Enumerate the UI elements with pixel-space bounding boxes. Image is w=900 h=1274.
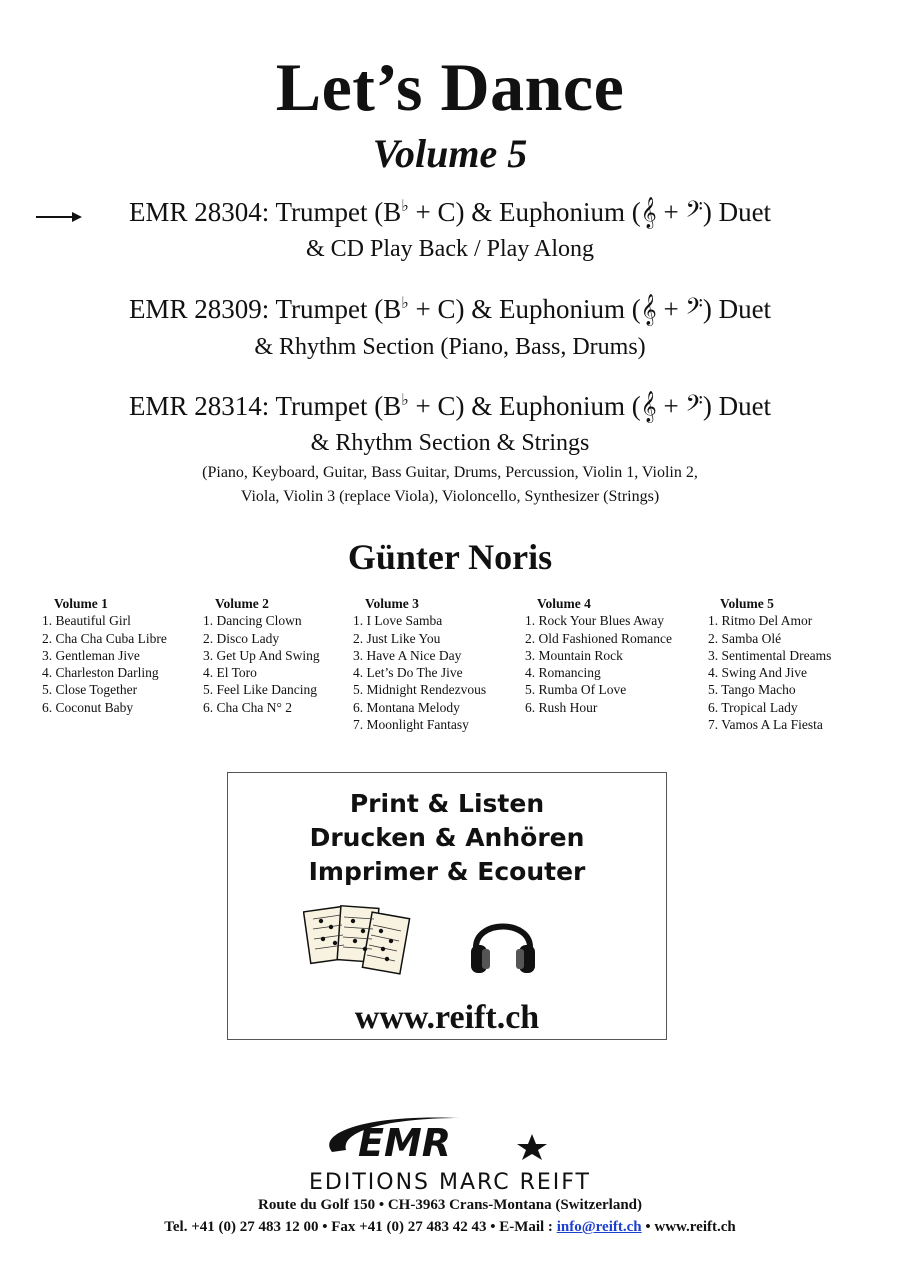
edition-type: ) Duet [702, 294, 772, 324]
list-item: 3. Sentimental Dreams [708, 647, 832, 663]
edition-instruments: + C) & Euphonium ( [408, 391, 641, 421]
volume-1-list [42, 595, 167, 716]
list-item: 1. Ritmo Del Amor [708, 613, 813, 629]
volume-heading: Volume 2 [215, 596, 269, 611]
edition-subline-28304: & CD Play Back / Play Along [306, 236, 594, 262]
list-item: 2. Old Fashioned Romance [525, 630, 672, 646]
volume-2-list [203, 595, 320, 716]
plus-sign: + [656, 294, 686, 324]
list-item: 4. Charleston Darling [42, 665, 159, 681]
bass-clef-icon: 𝄢 [685, 294, 703, 324]
composer-name: Günter Noris [347, 537, 553, 577]
promo-website: www.reift.ch [354, 999, 540, 1036]
list-item: 1. Rock Your Blues Away [525, 613, 665, 629]
publisher-contact [0, 1219, 900, 1236]
list-item: 3. Have A Nice Day [353, 647, 462, 663]
treble-clef-icon: 𝄞 [640, 197, 657, 227]
plus-sign: + [656, 391, 686, 421]
list-item: 5. Close Together [42, 682, 138, 698]
contact-phone-fax: Tel. +41 (0) 27 483 12 00 • Fax +41 (0) 27 483 42 43 • E-Mail : [164, 1219, 557, 1235]
emr-logo-text: EMR [358, 1121, 452, 1165]
volume-5-list [708, 595, 831, 733]
list-item: 2. Cha Cha Cuba Libre [42, 630, 167, 646]
publisher-name: EDITIONS MARC REIFT [309, 1170, 591, 1195]
contact-website: • www.reift.ch [641, 1219, 736, 1235]
treble-clef-icon: 𝄞 [640, 391, 657, 421]
volume-3-list [353, 595, 486, 733]
list-item: 1. I Love Samba [353, 613, 443, 629]
page-title: Let’s Dance [275, 49, 625, 125]
volume-heading: Volume 5 [720, 596, 774, 611]
edition-code: EMR 28314: Trumpet (B [128, 391, 402, 421]
list-item: 6. Rush Hour [525, 699, 598, 715]
promo-line-french: Imprimer & Ecouter [308, 857, 586, 886]
list-item: 5. Tango Macho [708, 682, 796, 698]
edition-instruments: + C) & Euphonium ( [408, 197, 641, 227]
promo-line-german: Drucken & Anhören [309, 823, 585, 852]
list-item: 7. Moonlight Fantasy [353, 717, 469, 733]
flat-symbol: ♭ [401, 198, 409, 215]
list-item: 6. Coconut Baby [42, 699, 134, 715]
treble-clef-icon: 𝄞 [640, 294, 657, 324]
list-item: 2. Disco Lady [203, 630, 280, 646]
edition-code: EMR 28309: Trumpet (B [128, 294, 402, 324]
promo-line-english: Print & Listen [349, 789, 545, 818]
list-item: 6. Cha Cha N° 2 [203, 699, 293, 715]
plus-sign: + [656, 197, 686, 227]
list-item: 4. Let’s Do The Jive [353, 665, 463, 681]
publisher-address: Route du Golf 150 • CH-3963 Crans-Montana (Switzerland) [258, 1197, 642, 1213]
edition-subline-28309: & Rhythm Section (Piano, Bass, Drums) [254, 334, 646, 360]
edition-type: ) Duet [702, 391, 772, 421]
list-item: 3. Gentleman Jive [42, 647, 140, 663]
list-item: 2. Samba Olé [708, 630, 782, 646]
edition-subline-28314: & Rhythm Section & Strings [310, 430, 590, 456]
list-item: 4. Swing And Jive [708, 665, 808, 681]
edition-line-28314 [0, 390, 900, 422]
flat-symbol: ♭ [401, 295, 409, 312]
edition-type: ) Duet [702, 197, 772, 227]
email-link[interactable]: info@reift.ch [556, 1219, 642, 1235]
list-item: 3. Get Up And Swing [203, 647, 320, 663]
list-item: 6. Montana Melody [353, 699, 460, 715]
sheet-music-icon [303, 903, 413, 983]
list-item: 1. Dancing Clown [203, 613, 302, 629]
volume-subtitle: Volume 5 [372, 131, 528, 176]
emr-logo-icon [310, 1112, 590, 1170]
headphones-icon [468, 905, 538, 977]
edition-instruments: + C) & Euphonium ( [408, 294, 641, 324]
list-item: 5. Rumba Of Love [525, 682, 627, 698]
list-item: 5. Midnight Rendezvous [353, 682, 487, 698]
edition-code: EMR 28304: Trumpet (B [128, 197, 402, 227]
flat-symbol: ♭ [401, 392, 409, 409]
volume-heading: Volume 1 [54, 596, 108, 611]
bass-clef-icon: 𝄢 [685, 197, 703, 227]
list-item: 5. Feel Like Dancing [203, 682, 317, 698]
list-item: 7. Vamos A La Fiesta [708, 717, 823, 733]
list-item: 4. Romancing [525, 665, 601, 681]
list-item: 3. Mountain Rock [525, 647, 623, 663]
instrument-list-line-2: Viola, Violin 3 (replace Viola), Violoncello, Synthesizer (Strings) [240, 488, 660, 505]
volume-4-list [525, 595, 672, 716]
print-and-listen-box [227, 772, 667, 1040]
instrument-list-line-1: (Piano, Keyboard, Guitar, Bass Guitar, Drums, Percussion, Violin 1, Violin 2, [202, 464, 698, 481]
list-item: 6. Tropical Lady [708, 699, 798, 715]
bass-clef-icon: 𝄢 [685, 391, 703, 421]
list-item: 2. Just Like You [353, 630, 441, 646]
volume-heading: Volume 4 [537, 596, 591, 611]
volume-heading: Volume 3 [365, 596, 419, 611]
edition-line-28304 [0, 196, 900, 228]
list-item: 4. El Toro [203, 665, 257, 681]
list-item: 1. Beautiful Girl [42, 613, 131, 629]
edition-line-28309 [0, 293, 900, 325]
